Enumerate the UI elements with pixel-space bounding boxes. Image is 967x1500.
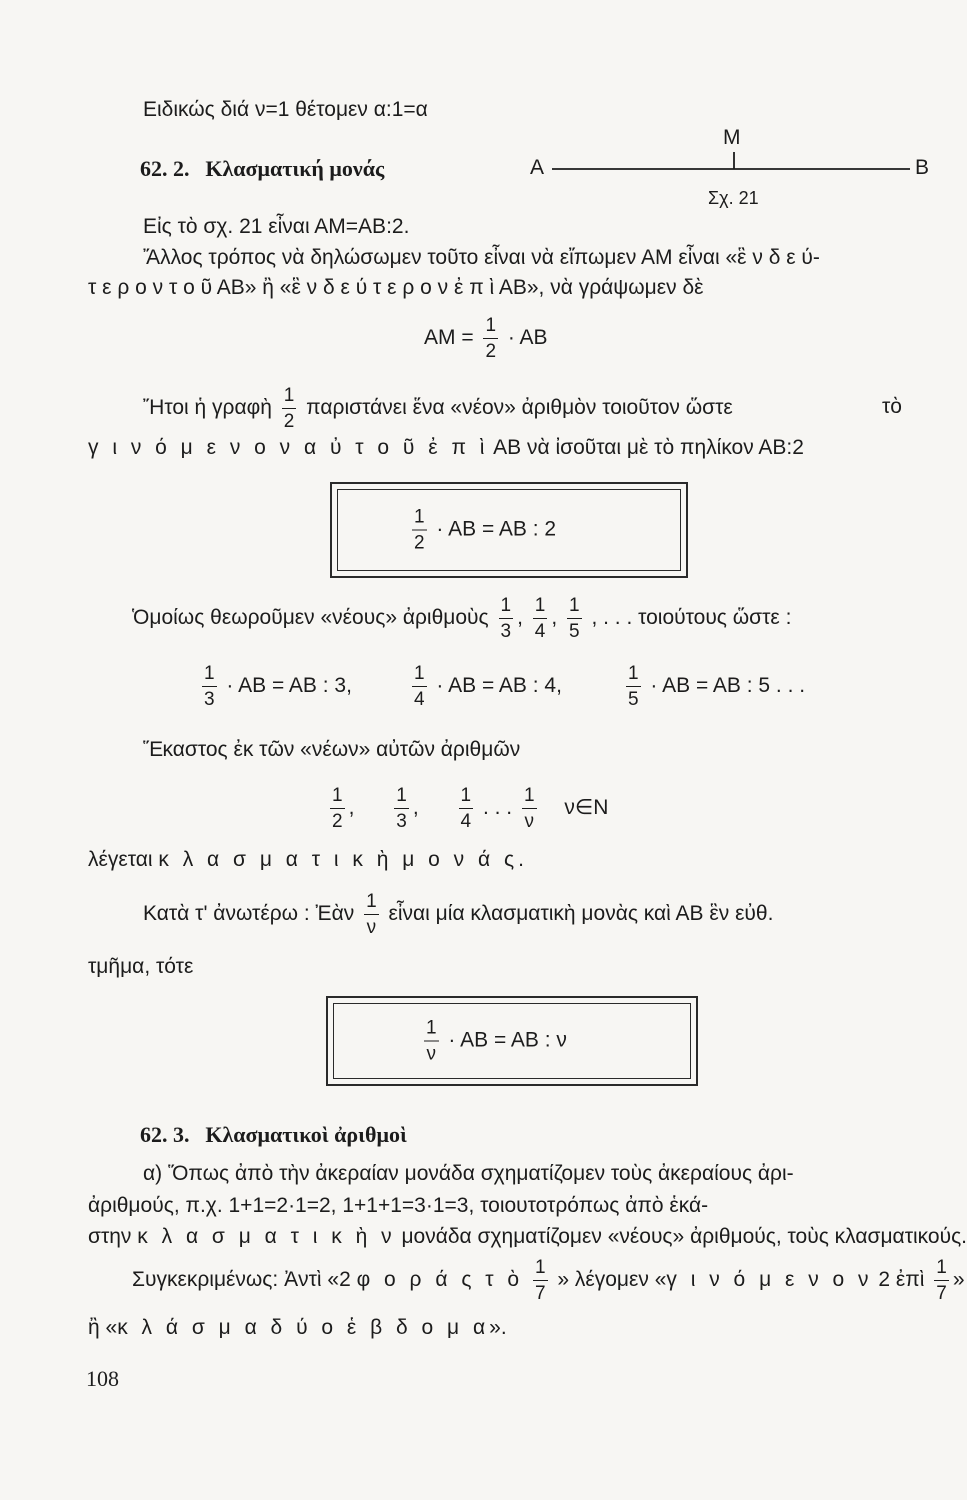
paragraph-similarly: Ὁμοίως θεωροῦμεν «νέους» ἀριθμοὺς $\frac{1}{3}$ , $\frac{1}{4}$ , $\frac{1}{5}$ , . . . τοιούτους ὥστε : xyxy=(132,595,792,642)
fraction-one-over-nu: $\frac{1}{\nu}$ xyxy=(426,1017,437,1065)
paragraph-segment-then: τμῆμα, τότε xyxy=(88,955,194,978)
equation-list-item: $\frac{1}{4}$ · ΑΒ = ΑΒ : 4, xyxy=(414,663,562,710)
equation-am-half-ab xyxy=(424,316,548,361)
fraction-one-quarter: $\frac{1}{4}$ xyxy=(534,595,546,642)
fraction-one-quarter: $\frac{1}{4}$ xyxy=(460,785,472,832)
fraction-one-third: $\frac{1}{3}$ xyxy=(396,785,407,832)
paragraph-called-fractional-unit: λέγεται κ λ α σ μ α τ ι κ ὴ μ ο ν ά ς. xyxy=(88,848,528,871)
paragraph-becoming: γ ι ν ό μ ε ν ο ν α ὐ τ ο ῦ ἐ π ὶ ΑΒ νὰ ἰσοῦται μὲ τὸ πηλίκον ΑΒ:2 xyxy=(88,436,804,459)
paragraph-notation: Ἤτοι ἡ γραφὴ $\frac{1}{2}$ παριστάνει ἕνα «νέον» ἀριθμὸν τοιοῦτον ὥστε xyxy=(143,385,733,432)
paragraph-am-equals: Εἰς τὸ σχ. 21 εἶναι ΑΜ=ΑΒ:2. xyxy=(143,215,410,238)
paragraph-as-from-integer-line2: ἀριθμούς, π.χ. 1+1=2·1=2, 1+1+1=3·1=3, τοιουτοτρόπως ἀπὸ ἑκά- xyxy=(88,1194,709,1217)
boxed-formula-half xyxy=(330,482,688,578)
figure-label-b: Β xyxy=(915,156,930,179)
boxed-formula-nu xyxy=(326,996,698,1086)
equation-rhs: · ΑΒ xyxy=(507,326,548,350)
fraction-one-fifth: $\frac{1}{5}$ xyxy=(569,595,580,642)
boxed-formula-text: · ΑΒ = ΑΒ : ν xyxy=(448,1028,567,1052)
section-title: Κλασματικοὶ ἀριθμοὶ xyxy=(205,1122,407,1147)
boxed-formula-text: · ΑΒ = ΑΒ : 2 xyxy=(436,517,557,541)
fraction-one-half: $\frac{1}{2}$ xyxy=(332,785,343,832)
section-number: 62. 2. xyxy=(140,156,190,181)
section-number: 62. 3. xyxy=(140,1122,190,1147)
fraction-one-seventh: $\frac{1}{7}$ xyxy=(936,1257,947,1304)
fraction-one-fifth: $\frac{1}{5}$ xyxy=(628,663,639,710)
equation-lhs: ΑΜ = xyxy=(424,326,474,350)
page-number: 108 xyxy=(86,1366,119,1391)
paragraph-according-above: Κατὰ τ' ἀνωτέρω : Ἐὰν $\frac{1}{\nu}$ εἶναι μία κλασματικὴ μονὰς καὶ ΑΒ ἓν εὐθ. xyxy=(143,891,774,938)
fraction-one-half: $\frac{1}{2}$ xyxy=(283,385,295,432)
fraction-one-over-nu: $\frac{1}{\nu}$ xyxy=(366,891,377,938)
natural-number-condition: ν∈N xyxy=(564,796,609,820)
paragraph-notation-end: τὸ xyxy=(882,395,902,418)
figure-caption: Σχ. 21 xyxy=(708,188,759,208)
fraction-one-seventh: $\frac{1}{7}$ xyxy=(534,1257,546,1304)
paragraph-specifically: Συγκεκριμένως: Ἀντὶ «2 φ ο ρ ά ς τ ὸ $\frac{1}{7}$ » λέγομεν «γ ι ν ό μ ε ν ο ν 2 ἐπὶ $\frac{1}{7}$ » xyxy=(132,1257,965,1304)
line-special-case: Ειδικώς διά ν=1 θέτομεν α:1=α xyxy=(143,98,428,121)
fraction-one-third: $\frac{1}{3}$ xyxy=(204,663,215,710)
equation-list-item: $\frac{1}{3}$ · ΑΒ = ΑΒ : 3, xyxy=(204,663,352,710)
paragraph-each-new-number: Ἕκαστος ἐκ τῶν «νέων» αὐτῶν ἀριθμῶν xyxy=(143,738,521,761)
paragraph-other-way-line2: τ ε ρ ο ν τ ο ῦ ΑΒ» ἢ «ἓ ν δ ε ύ τ ε ρ ο ν ἐ π ὶ ΑΒ», νὰ γράψωμεν δὲ xyxy=(88,276,704,299)
figure-label-a: Α xyxy=(530,156,545,179)
paragraph-as-from-integer-line3: στην κ λ α σ μ α τ ι κ ὴ ν μονάδα σχηματίζομεν «νέους» ἀριθμούς, τοὺς κλασματικούς. xyxy=(88,1225,967,1248)
section-62-2-heading xyxy=(140,156,384,182)
section-62-3-heading xyxy=(140,1122,407,1148)
figure-label-m: Μ xyxy=(723,126,741,149)
equation-list-item: $\frac{1}{5}$ · ΑΒ = ΑΒ : 5 . . . xyxy=(628,663,806,710)
fraction-one-half: $\frac{1}{2}$ xyxy=(485,315,497,362)
fraction-series: $\frac{1}{2}$ , $\frac{1}{3}$ , $\frac{1}{4}$ . . . $\frac{1}{\nu}$ ν∈N xyxy=(332,785,609,832)
fraction-one-half: $\frac{1}{2}$ xyxy=(414,506,425,554)
paragraph-two-sevenths: ἢ «κ λ ά σ μ α δ ύ ο ἑ β δ ο μ α». xyxy=(88,1316,507,1339)
paragraph-other-way-line1: Ἄλλος τρόπος νὰ δηλώσωμεν τοῦτο εἶναι νὰ εἴπωμεν ΑΜ εἶναι «ἓ ν δ ε ύ- xyxy=(143,246,820,269)
paragraph-as-from-integer-line1: α) Ὅπως ἀπὸ τὴν ἀκεραίαν μονάδα σχηματίζομεν τοὺς ἀκεραίους ἀρι- xyxy=(143,1162,794,1185)
fraction-one-over-nu: $\frac{1}{\nu}$ xyxy=(523,785,535,832)
section-title: Κλασματική μονάς xyxy=(205,156,385,181)
fraction-one-quarter: $\frac{1}{4}$ xyxy=(414,663,425,710)
fraction-one-third: $\frac{1}{3}$ xyxy=(500,595,512,642)
